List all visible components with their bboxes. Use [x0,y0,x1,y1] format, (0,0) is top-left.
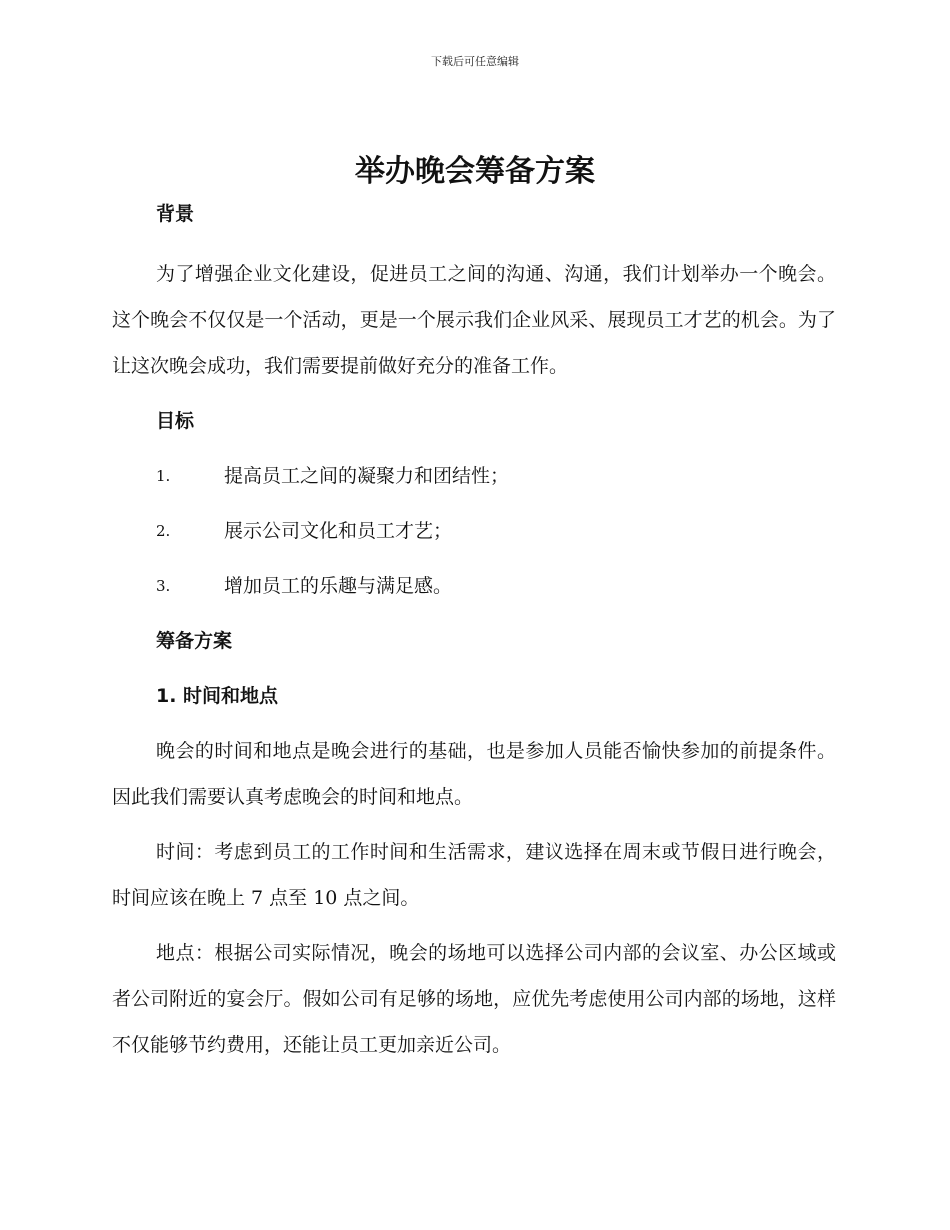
list-item [112,517,836,545]
plan-paragraph-time: 时间：考虑到员工的工作时间和生活需求，建议选择在周末或节假日进行晚会，时间应该在晚上 7 点至 10 点之间。 [112,841,836,909]
list-item-number: 3. [156,577,171,595]
document-body [112,200,836,1068]
list-item-text: 提高员工之间的凝聚力和团结性； [224,465,510,487]
subsection-heading-time-location: 1. 时间和地点 [156,685,279,707]
list-item-number: 1. [156,467,171,485]
list-item-number: 2. [156,522,171,540]
list-item [112,462,836,490]
plan-paragraph-intro: 晚会的时间和地点是晚会进行的基础，也是参加人员能否愉快参加的前提条件。因此我们需要认真考虑晚会的时间和地点。 [112,740,836,808]
page-header: 下载后可任意编辑 [431,55,519,68]
document-title: 举办晚会筹备方案 [355,154,595,189]
section-heading-background: 背景 [156,203,195,225]
list-item-text: 增加员工的乐趣与满足感。 [224,575,453,597]
section-heading-plan: 筹备方案 [156,630,233,652]
plan-paragraph-location: 地点：根据公司实际情况，晚会的场地可以选择公司内部的会议室、办公区域或者公司附近的宴会厅。假如公司有足够的场地，应优先考虑使用公司内部的场地，这样不仅能够节约费用，还能让员工更加亲近公司。 [112,942,836,1056]
section-heading-goals: 目标 [156,410,195,432]
goals-list [112,462,836,600]
list-item [112,572,836,600]
list-item-text: 展示公司文化和员工才艺； [224,520,453,542]
background-paragraph: 为了增强企业文化建设，促进员工之间的沟通、沟通，我们计划举办一个晚会。这个晚会不仅仅是一个活动，更是一个展示我们企业风采、展现员工才艺的机会。为了让这次晚会成功，我们需要提前做好充分的准备工作。 [112,263,836,377]
